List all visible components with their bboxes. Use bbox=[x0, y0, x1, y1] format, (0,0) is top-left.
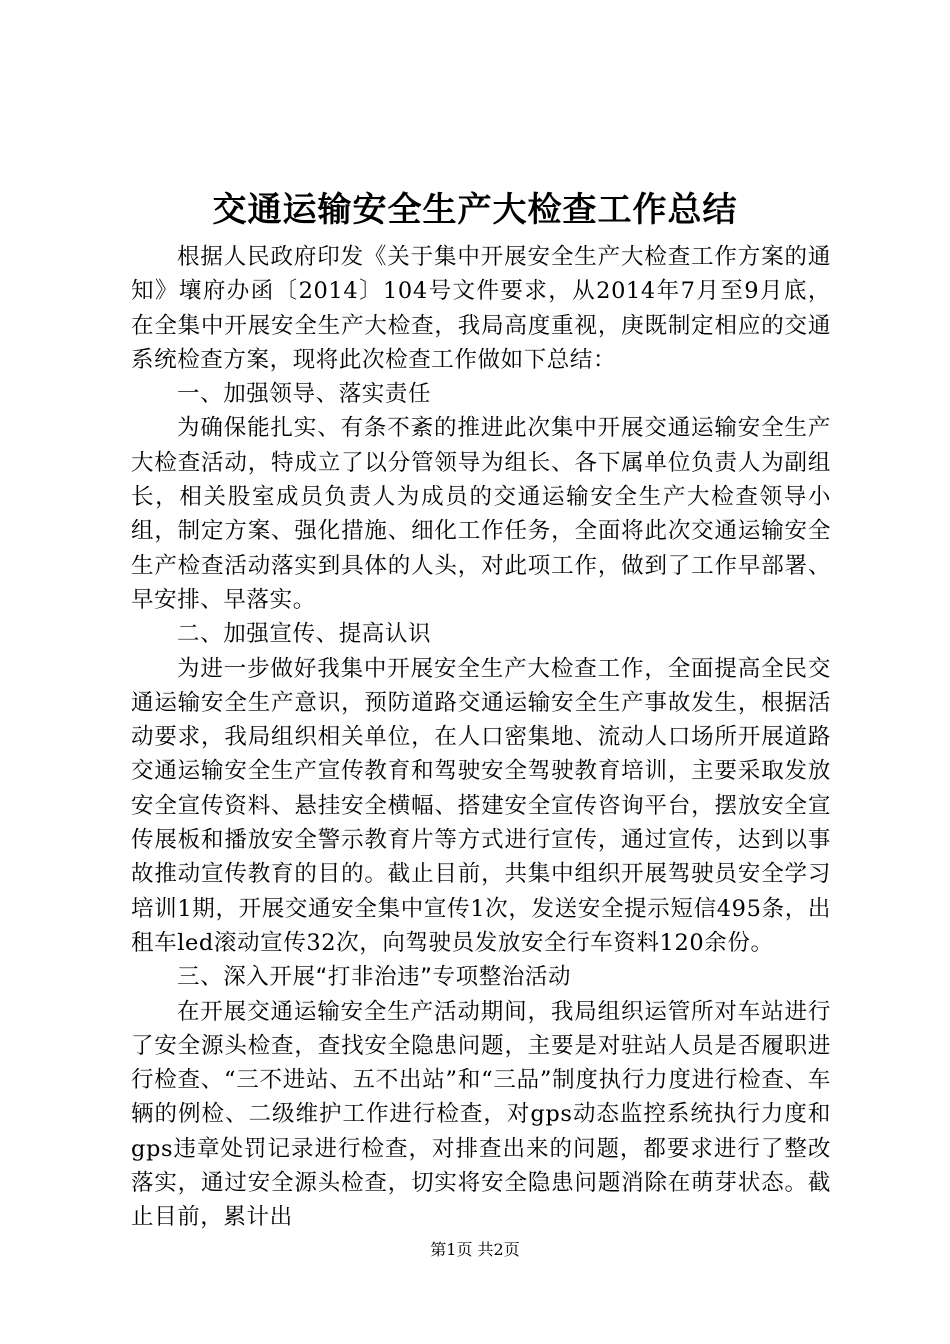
section-heading-2: 二、加强宣传、提高认识 bbox=[177, 621, 432, 648]
section-paragraph-1: 为确保能扎实、有条不紊的推进此次集中开展交通运输安全生产大检查活动，特成立了以分管领导为组长、各下属单位负责人为副组长，相关股室成员负责人为成员的交通运输安全生产大检查领导小组，制定方案、强化措施、细化工作任务，全面将此次交通运输安全生产检查活动落实到具体的人头，对此项工作，做到了工作早部署、早安排、早落实。 bbox=[131, 415, 831, 613]
section-heading-3: 三、深入开展“打非治违”专项整治活动 bbox=[177, 964, 572, 991]
section-heading-1: 一、加强领导、落实责任 bbox=[177, 381, 432, 408]
document-title: 交通运输安全生产大检查工作总结 bbox=[212, 190, 738, 230]
document-body bbox=[131, 240, 831, 1235]
page-number-footer: 第1页 共2页 bbox=[430, 1240, 520, 1259]
section-paragraph-3: 在开展交通运输安全生产活动期间，我局组织运管所对车站进行了安全源头检查，查找安全隐患问题，主要是对驻站人员是否履职进行检查、“三不进站、五不出站”和“三品”制度执行力度进行检查、车辆的例检、二级维护工作进行检查，对gps动态监控系统执行力度和gps违章处罚记录进行检查，对排查出来的问题，都要求进行了整改落实，通过安全源头检查，切实将安全隐患问题消除在萌芽状态。截止目前，累计出 bbox=[131, 998, 831, 1231]
section-paragraph-2: 为进一步做好我集中开展安全生产大检查工作，全面提高全民交通运输安全生产意识，预防道路交通运输安全生产事故发生，根据活动要求，我局组织相关单位，在人口密集地、流动人口场所开展道路交通运输安全生产宣传教育和驾驶安全驾驶教育培训，主要采取发放安全宣传资料、悬挂安全横幅、搭建安全宣传咨询平台，摆放安全宣传展板和播放安全警示教育片等方式进行宣传，通过宣传，达到以事故推动宣传教育的目的。截止目前，共集中组织开展驾驶员安全学习培训1期，开展交通安全集中宣传1次，发送安全提示短信495条，出租车led滚动宣传32次，向驾驶员发放安全行车资料120余份。 bbox=[131, 655, 831, 956]
intro-paragraph: 根据人民政府印发《关于集中开展安全生产大检查工作方案的通知》壤府办函〔2014〕104号文件要求，从2014年7月至9月底，在全集中开展安全生产大检查，我局高度重视，庚既制定相应的交通系统检查方案，现将此次检查工作做如下总结： bbox=[131, 244, 831, 373]
